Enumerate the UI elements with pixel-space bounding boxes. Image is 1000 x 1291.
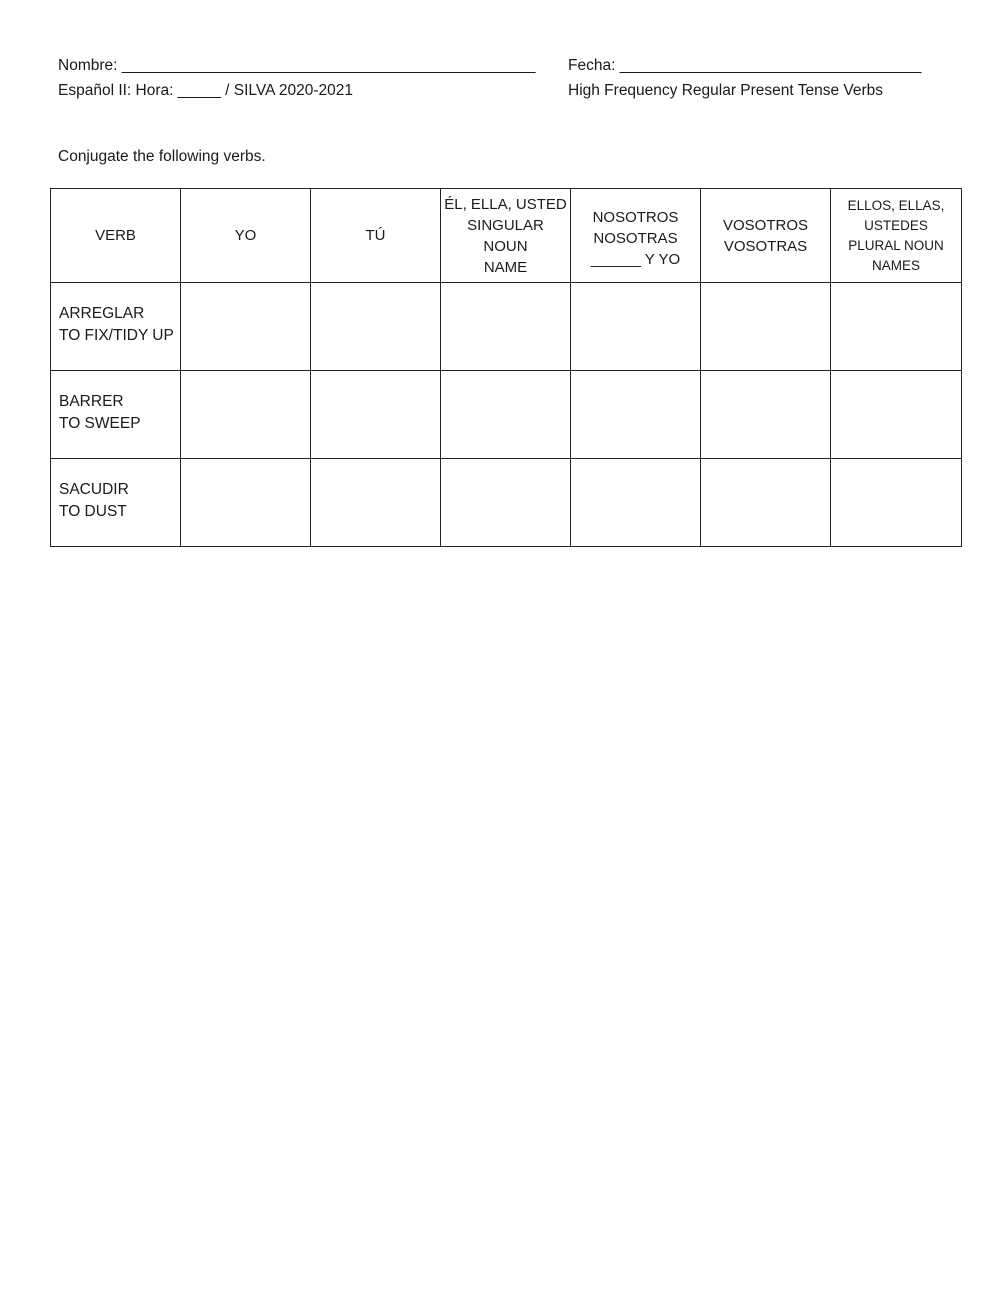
header-line: SINGULAR — [467, 216, 544, 234]
answer-cell-nosotros[interactable] — [571, 371, 701, 459]
header-line: ELLOS, ELLAS, — [847, 197, 945, 213]
answer-cell-el[interactable] — [441, 371, 571, 459]
header-el-ella-usted — [441, 189, 571, 283]
header-line: YO — [234, 227, 257, 244]
nombre-field[interactable]: Nombre: ________________________________________________ — [58, 57, 536, 74]
answer-cell-el[interactable] — [441, 459, 571, 547]
verb-infinitive: BARRER — [59, 393, 124, 410]
answer-cell-tu[interactable] — [311, 371, 441, 459]
table-row — [51, 371, 962, 459]
header-line: TÚ — [365, 227, 386, 244]
header-line: PLURAL NOUN — [848, 237, 944, 253]
answer-cell-vosotros[interactable] — [701, 283, 831, 371]
verb-infinitive: ARREGLAR — [59, 305, 145, 322]
header-line: VOSOTRAS — [723, 237, 808, 255]
header-line: VERB — [95, 227, 136, 244]
header-line: NAMES — [871, 257, 920, 273]
verb-meaning: TO SWEEP — [59, 415, 141, 432]
header-tu — [311, 189, 441, 283]
header-line: NAME — [483, 258, 528, 276]
header-nosotros — [571, 189, 701, 283]
header-line: NOSOTROS — [592, 209, 679, 226]
verb-cell — [51, 459, 181, 547]
table-row — [51, 459, 962, 547]
header-line: VOSOTROS — [722, 216, 808, 234]
answer-cell-yo[interactable] — [181, 283, 311, 371]
answer-cell-tu[interactable] — [311, 459, 441, 547]
answer-cell-nosotros[interactable] — [571, 283, 701, 371]
conjugation-table — [50, 188, 962, 547]
verb-meaning: TO DUST — [59, 503, 127, 520]
header-line: ÉL, ELLA, USTED — [444, 195, 567, 213]
header-yo — [181, 189, 311, 283]
answer-cell-vosotros[interactable] — [701, 371, 831, 459]
header-line: ______ Y YO — [590, 251, 681, 268]
answer-cell-el[interactable] — [441, 283, 571, 371]
instructions: Conjugate the following verbs. — [58, 148, 266, 165]
verb-cell — [51, 371, 181, 459]
answer-cell-ellos[interactable] — [831, 283, 962, 371]
answer-cell-ellos[interactable] — [831, 459, 962, 547]
verb-infinitive: SACUDIR — [59, 481, 129, 498]
answer-cell-yo[interactable] — [181, 459, 311, 547]
answer-cell-nosotros[interactable] — [571, 459, 701, 547]
verb-meaning: TO FIX/TIDY UP — [59, 327, 174, 344]
table-row — [51, 283, 962, 371]
answer-cell-yo[interactable] — [181, 371, 311, 459]
class-info: Español II: Hora: _____ / SILVA 2020-2021 — [58, 82, 353, 99]
header-vosotros — [701, 189, 831, 283]
header-verb — [51, 189, 181, 283]
header-line: USTEDES — [864, 217, 928, 233]
header-ellos-ellas-ustedes — [831, 189, 962, 283]
header-line: NOSOTRAS — [593, 230, 678, 247]
fecha-field[interactable]: Fecha: ___________________________________ — [568, 57, 922, 74]
worksheet-subtitle: High Frequency Regular Present Tense Verbs — [568, 82, 884, 99]
answer-cell-tu[interactable] — [311, 283, 441, 371]
header-row — [51, 189, 962, 283]
verb-cell — [51, 283, 181, 371]
header-line: NOUN — [483, 237, 528, 255]
answer-cell-ellos[interactable] — [831, 371, 962, 459]
answer-cell-vosotros[interactable] — [701, 459, 831, 547]
